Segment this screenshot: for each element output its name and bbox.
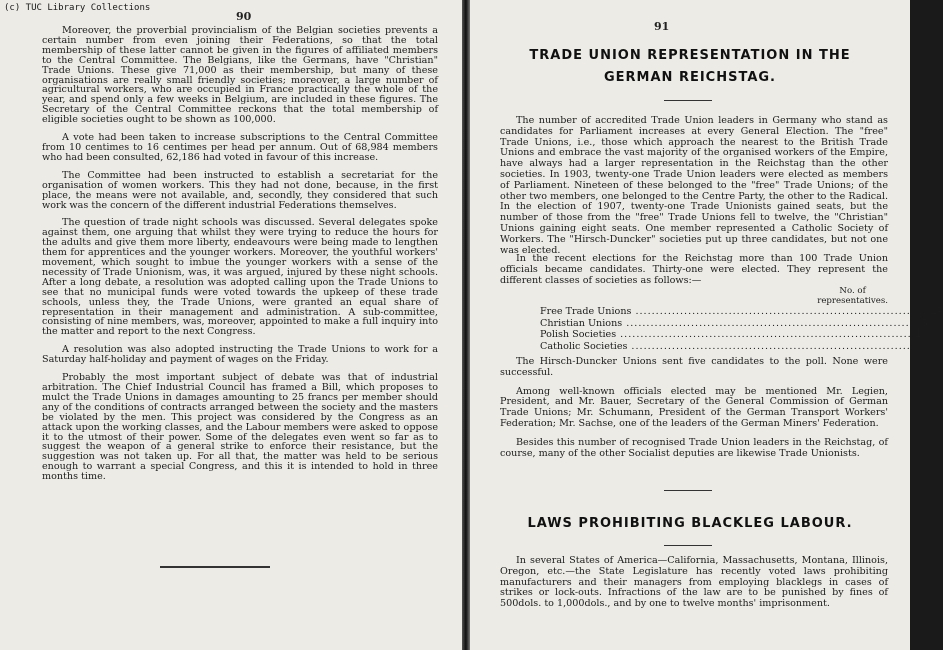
- heading-rule: [664, 100, 712, 101]
- paragraph: The question of trade night schools was discussed. Several delegates spoke against them, one arguing that whilst they were trying to reduce the hours for the adults and give them more liberty, endeavours were being made to lengthen them for apprentices and the younger workers. Moreover, the youthful workers' movement, which sought to imbue the younger workers with a sense of the necessity of Trade Unionism, was, it was argued, injured by these night schools. After a long debate, a resolution was adopted calling upon the Trade Unions to see that no municipal funds were voted towards the upkeep of these trade schools, unless they, the Trade Unions, were granted an equal share of representation in their management and administration. A sub-committee, consisting of nine members, was, moreover, appointed to make a full inquiry into the matter and report to the next Congress.: [42, 217, 438, 338]
- heading-rule: [664, 545, 712, 546]
- paragraph: In the recent elections for the Reichstag more than 100 Trade Union officials became candidates. Thirty-one were elected. They represent the different classes of societies as follows:—: [500, 253, 888, 286]
- book-gutter: [462, 0, 470, 650]
- paragraph: Among well-known officials elected may be mentioned Mr. Legien, President, and Mr. Bauer, Secretary of the General Commission of German Trade Unions; Mr. Schumann, President of the German Transport Workers' Federation; Mr. Sachse, one of the leaders of the German Miners' Federation.: [500, 385, 888, 429]
- paragraph: Besides this number of recognised Trade Union leaders in the Reichstag, of course, many of the other Socialist deputies are likewise Trade Unionists.: [500, 436, 888, 459]
- paragraph: In several States of America—California, Massachusetts, Montana, Illinois, Oregon, etc.—the State Legislature has recently voted laws prohibiting manufacturers and their managers from employing blacklegs in cases of strikes or lock-outs. Infractions of the law are to be punished by fines of 500dols. to 1,000dols., and by one to twelve months' imprisonment.: [500, 555, 888, 610]
- paragraph: A vote had been taken to increase subscriptions to the Central Committee from 10 centimes to 16 centimes per head per annum. Out of 68,984 members who had been consulted, 62,186 had voted in favour of this increase.: [42, 132, 438, 163]
- text-block: [500, 116, 888, 264]
- table-row: [540, 317, 928, 330]
- table-header-text: No. of representatives.: [817, 286, 888, 306]
- leader-dots: ........................................................................: [626, 317, 918, 329]
- heading-line: GERMAN REICHSTAG.: [603, 70, 776, 85]
- representatives-table: [540, 286, 943, 352]
- left-page-number: 90: [236, 10, 252, 23]
- representative-count: 1: [915, 329, 922, 340]
- paragraph: The Committee had been instructed to establish a secretariat for the organisation of women workers. This they had not done, because, in the first place, the means were not available, and, secondly, they considered that such work was the concern of the different industrial Federations themselves.: [42, 169, 438, 211]
- society-name: Catholic Societies: [540, 340, 628, 352]
- paragraph: The Hirsch-Duncker Unions sent five candidates to the poll. None were successful.: [500, 356, 888, 378]
- leader-dots: ........................................................................: [635, 306, 928, 317]
- section-rule: [664, 490, 712, 491]
- left-page: [0, 0, 462, 650]
- representative-count: 1: [927, 340, 934, 352]
- society-name: Free Trade Unions: [540, 306, 632, 317]
- society-name: Polish Societies: [540, 329, 617, 340]
- representative-count: 5: [921, 317, 928, 329]
- text-block: [500, 556, 888, 618]
- end-rule: [160, 566, 270, 568]
- right-page-number: 91: [654, 20, 670, 33]
- paragraph: Moreover, the proverbial provincialism of the Belgian societies prevents a certain number from even joining their Federations, so that the total membership of these latter cannot be given in the figures of affiliated members to the Central Committee. The Belgians, like the Germans, have "Christian" Trade Unions. These give 71,000 as their membership, but many of these organisations are really small friendly societies; moreover, a large number of agricultural workers, who are occupied in France practically the whole of the year, and spend only a few weeks in Belgium, are included in these figures. The Secretary of the Central Committee reckons that the total membership of eligible societies ought to be shown as 100,000.: [42, 25, 438, 126]
- heading-line: TRADE UNION REPRESENTATION IN THE: [529, 48, 851, 63]
- table-header: [540, 286, 888, 306]
- paragraph: The number of accredited Trade Union leaders in Germany who stand as candidates for Parliament increases at every General Election. The "free" Trade Unions, i.e., those which approach the nearest to the British Trade Unions and embrace the vast majority of the organised workers of the Empire, have always had a larger representation in the Reichstag than the other societies. In 1903, twenty-one Trade Union leaders were elected as members of Parliament. Nineteen of these belonged to the "free" Trade Unions; of the other two members, one belonged to the Centre Party, the other to the Radical. In the election of 1907, twenty-one Trade Unionists gained seats, but the number of those from the "free" Trade Unions fell to twelve, the "Christian" Unions gaining eight seats. One member represented a Catholic Society of Workers. The "Hirsch-Duncker" societies put up three candidates, but not one was elected.: [500, 115, 888, 256]
- table-row: [540, 306, 943, 318]
- left-page-text: [42, 26, 438, 490]
- leader-dots: ........................................................................: [620, 329, 912, 340]
- paragraph: A resolution was also adopted instructing the Trade Unions to work for a Saturday half-holiday and payment of wages on the Friday.: [42, 344, 438, 366]
- right-page: [470, 0, 943, 650]
- paragraph: Probably the most important subject of debate was that of industrial arbitration. The Chief Industrial Council has framed a Bill, which proposes to mulct the Trade Unions in damages amounting to 25 francs per member should any of the conditions of contracts arranged between the society and the masters be violated by the men. This project was considered by the Congress as an attack upon the working classes, and the Labour members were asked to oppose it to the utmost of their power. Some of the delegates even went so far as to suggest the weapon of a general strike to enforce their resistance, but the suggestion was not taken up. For all that, the matter was held to be serious enough to warrant a special Congress, and this it is intended to hold in three months time.: [42, 372, 438, 483]
- watermark: (c) TUC Library Collections: [4, 3, 151, 13]
- table-row: [540, 340, 934, 353]
- society-name: Christian Unions: [540, 317, 623, 329]
- table-row: [540, 329, 922, 341]
- section-heading-blackleg: LAWS PROHIBITING BLACKLEG LABOUR.: [527, 516, 853, 531]
- leader-dots: ........................................................................: [631, 340, 923, 352]
- section-heading-reichstag: [500, 45, 880, 89]
- representative-count: 24: [931, 306, 943, 317]
- text-block: [500, 357, 888, 467]
